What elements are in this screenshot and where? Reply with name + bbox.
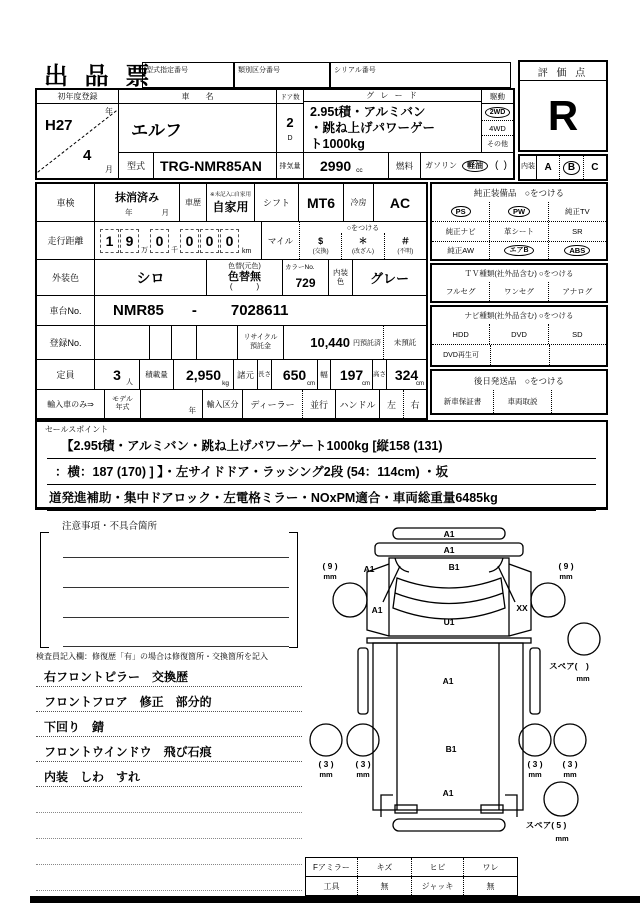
truck-diagram: [303, 512, 638, 857]
notes-line-2: [63, 587, 289, 588]
displacement-unit: cc: [356, 167, 363, 174]
color-change-cell: [207, 260, 283, 295]
selected-circle: エアB: [504, 245, 533, 256]
door-wing-right: [509, 564, 531, 636]
cab-corner-left: [395, 558, 409, 572]
digit-box: 1: [100, 229, 119, 253]
model-year-unit: 年: [188, 406, 196, 415]
label-spare-2: スペア( 5 ): [525, 820, 567, 830]
door-wing-left: [367, 564, 389, 636]
equip-leather-seat: 革シート: [490, 222, 548, 241]
row-vehicle-name: [119, 90, 513, 153]
history-note: ※未記入□自家用: [210, 192, 251, 198]
label-front-tire-left-depth: ( 9 ): [322, 561, 338, 571]
evaluation-box: [518, 60, 608, 152]
import-parallel: 並行: [303, 390, 336, 418]
rear-tire-left-inner: [347, 724, 379, 756]
mile-options: [300, 222, 426, 259]
handle-left: 左: [380, 390, 404, 418]
inspector-empty-line: [36, 865, 302, 891]
color-no-value: 729: [295, 276, 316, 290]
label-windshield: U1: [443, 617, 455, 627]
length-value: 650: [282, 366, 307, 383]
doors-sub: D: [287, 134, 293, 142]
chassis-no-label: 車台No.: [37, 296, 95, 325]
model-year-value: [141, 390, 203, 418]
height-label: 高さ: [373, 360, 387, 389]
notes-label: 注意事項・不具合箇所: [62, 521, 158, 532]
opt-symbol: ＃: [400, 236, 410, 246]
history-label: 車歴: [180, 184, 207, 221]
mileage-label: 走行距離: [37, 222, 95, 259]
sales-line-2: ：横：187 (170) ] 】・左サイドドア・ラッシング2段 (54：114cm) ・坂: [47, 459, 596, 485]
doors-cell: [277, 90, 304, 152]
car-name-cell: [119, 90, 277, 152]
mirror-tools-table: [305, 857, 518, 896]
opt-symbol: $: [318, 236, 324, 246]
grade-line-2: ・跳ね上げパワーゲー: [310, 121, 436, 135]
side-rail-right: [530, 648, 540, 714]
pillar-line-right: [498, 566, 515, 602]
recycle-not-deposited: 未預託: [393, 338, 417, 347]
selected-circle: PW: [508, 206, 530, 218]
genuine-equipment-box: [430, 182, 608, 261]
mileage-digits: [95, 222, 262, 259]
width-label: 幅: [318, 360, 331, 389]
label-cargo-rear: B1: [445, 744, 457, 754]
sales-points-box: [35, 420, 608, 510]
page-title: 出 品 票: [44, 63, 155, 90]
digit-box: 0: [220, 229, 239, 253]
label-cargo-front: A1: [442, 676, 454, 686]
evaluation-score: R: [547, 91, 579, 139]
notes-bracket-right: [289, 532, 298, 648]
shipment-header: 後日発送品 ○をつける: [473, 375, 565, 386]
jack-label: ジャッキ: [412, 877, 464, 895]
front-tire-left: [333, 583, 367, 617]
row-import: [37, 390, 426, 418]
label-mm: mm: [319, 770, 333, 779]
chassis-prefix: NMR85: [113, 302, 164, 319]
label-rear-tire-depth: ( 3 ): [562, 759, 578, 769]
capacity-cell: [95, 360, 140, 389]
notes-line-3: [63, 617, 289, 618]
digit-box: 0: [180, 229, 199, 253]
label-front-tire-right-depth: ( 9 ): [558, 561, 574, 571]
first-reg-year: H27: [45, 117, 73, 134]
field-label: シリアル番号: [334, 67, 376, 74]
displacement-label: 排気量: [277, 153, 304, 178]
navi-row-1: [432, 324, 606, 345]
shift-value: MT6: [299, 184, 344, 221]
label-rear-tire-depth: ( 3 ): [527, 759, 543, 769]
tv-fullseg: フルセグ: [432, 282, 490, 301]
ac-label: 冷房: [344, 184, 374, 221]
ship-warranty: 新車保証書: [432, 390, 494, 413]
front-tire-right: [531, 583, 565, 617]
pillar-line-left: [383, 566, 400, 602]
cab-rear-rail: [367, 638, 531, 643]
doors-value-wrap: [277, 104, 303, 152]
label-mm: mm: [563, 770, 577, 779]
equipment-header: 純正装備品 ○をつける: [473, 188, 565, 198]
equip-ps-selected: [432, 202, 490, 221]
shift-label: シフト: [255, 184, 299, 221]
mirror-label: Fアミラー: [306, 858, 358, 876]
equipment-row-1: [432, 202, 606, 222]
field-label: 類別区分番号: [238, 67, 280, 74]
main-top-table: [35, 88, 515, 180]
label-mm: mm: [356, 770, 370, 779]
opt-text: (不明): [397, 249, 414, 255]
drive-cell: [482, 90, 513, 152]
width-value: 197: [339, 366, 364, 383]
truck-diagram-svg: [303, 512, 638, 857]
inspector-entries: [36, 662, 302, 891]
grade-line-1: 2.95t積・アルミバン: [310, 105, 426, 119]
jack-value: 無: [486, 881, 495, 891]
import-dealer: ディーラー: [243, 390, 303, 418]
mirror-row: [306, 858, 517, 877]
digit-box: 0: [150, 229, 169, 253]
load-value: 2,950: [185, 366, 222, 383]
label-mm: mm: [323, 572, 337, 581]
selected-circle: PS: [451, 206, 471, 218]
drive-other: その他: [487, 141, 508, 148]
shaken-year-unit: 年: [125, 208, 133, 217]
field-label: 型式指定番号: [146, 67, 188, 74]
opt-text: (交換): [312, 249, 329, 255]
handle-label: ハンドル: [336, 390, 380, 418]
height-value: 324: [394, 366, 419, 383]
month-unit: 月: [105, 165, 113, 174]
digit-box: 0: [200, 229, 219, 253]
model-value: TRG-NMR85AN: [154, 153, 277, 178]
spare-tire-2: [544, 782, 578, 816]
side-rail-left: [358, 648, 368, 714]
label-mm: mm: [555, 834, 569, 843]
handle-right: 右: [410, 399, 420, 410]
color-change-paren: ( ): [229, 281, 260, 291]
color-change-value: 色替無: [228, 270, 261, 283]
inspector-entry-5: 内装 しわ すれ: [36, 762, 302, 787]
displacement-cell: [304, 153, 389, 178]
sales-line-3: 道発進補助・集中ドアロック・左電格ミラー・NOxPM適合・車両総重量6485kg: [47, 485, 596, 511]
import-only-label: 輸入車のみ⇒: [37, 390, 105, 418]
navi-type-box: [430, 305, 608, 367]
equip-aw: 純正AW: [432, 242, 490, 259]
equip-airbag-selected: [490, 242, 548, 259]
grade-line-3: ト1000kg: [310, 137, 365, 151]
tools-row: [306, 877, 517, 895]
chassis-serial: 7028611: [230, 302, 289, 319]
registration-no-empty-2: [150, 326, 172, 359]
label-front-bumper: A1: [443, 529, 455, 539]
ship-manual: 車両取説: [494, 390, 552, 413]
model-label: 型式: [119, 153, 154, 178]
mile-opt-unknown: [385, 233, 426, 259]
spare-tire-1: [568, 623, 600, 655]
first-reg-month: 4: [83, 147, 92, 164]
later-shipment-box: [430, 369, 608, 415]
sales-points-label: セールスポイント: [45, 425, 109, 434]
field-model-designation-no: [142, 62, 234, 88]
shipment-row: [432, 390, 606, 413]
label-rear-end: A1: [442, 788, 454, 798]
mile-opt-tampered: [342, 233, 384, 259]
sales-line-1: 【2.95t積・アルミバン・跳ね上げパワーゲート1000kg [縦158 (131): [47, 435, 596, 459]
field-serial-no: [330, 62, 511, 88]
first-registration-cell: [37, 90, 119, 178]
tv-type-row: [432, 282, 606, 301]
digit-box: 9: [120, 229, 139, 253]
fuel-gasoline: ガソリン: [425, 161, 457, 170]
equip-tv: 純正TV: [565, 207, 590, 216]
ship-empty: [552, 390, 606, 413]
evaluation-label: 評 価 点: [520, 62, 606, 81]
fuel-label: 燃料: [389, 153, 421, 178]
cargo-body-shape: [373, 643, 523, 810]
rear-bumper-shape: [393, 819, 505, 831]
selected-circle: B: [563, 161, 580, 175]
interior-grade-c: C: [591, 162, 599, 173]
mile-opt-exchange: [300, 233, 342, 259]
mirror-scratch: キズ: [358, 858, 412, 876]
inspector-empty-line: [36, 839, 302, 865]
label-spare-1: スペア( ): [549, 661, 589, 671]
tv-oneseg: ワンセグ: [490, 282, 548, 301]
interior-color-value: グレー: [369, 271, 409, 286]
interior-grade-b-selected: [560, 156, 583, 179]
truck-outline: [310, 528, 600, 831]
equip-sr: SR: [572, 227, 583, 236]
label-side-left: A1: [371, 605, 383, 615]
notes-line-4: [63, 646, 289, 647]
load-cell: [174, 360, 234, 389]
sales-points-lines: [37, 435, 606, 511]
field-class-division-no: [234, 62, 330, 88]
recycle-deposit-cell: [284, 326, 384, 359]
spec-label: 諸元: [234, 360, 258, 389]
notes-bracket-left: [40, 532, 49, 648]
taillight-left: [395, 805, 417, 813]
interior-grade-box: [518, 154, 608, 181]
opt-symbol: ＊: [358, 236, 368, 246]
mirror-crack: ヒビ: [412, 858, 464, 876]
rear-tire-right-outer: [554, 724, 586, 756]
height-unit: cm: [416, 381, 424, 387]
tv-type-header: ＴＶ種類(社外品含む) ○をつける: [464, 269, 574, 278]
row-shaken: [37, 184, 426, 222]
detail-table: [35, 182, 428, 420]
label-mm: mm: [559, 572, 573, 581]
notes-line-1: [63, 557, 289, 558]
sen-unit: 千: [171, 247, 178, 254]
shaken-value-cell: [95, 184, 180, 221]
rear-tire-right-inner: [519, 724, 551, 756]
equip-pw-selected: [490, 202, 548, 221]
width-cell: [331, 360, 373, 389]
length-cell: [272, 360, 318, 389]
first-reg-value: [37, 104, 118, 178]
load-label: 積載量: [140, 360, 174, 389]
inspector-empty-line: [36, 787, 302, 813]
length-unit: cm: [307, 381, 315, 387]
width-unit: cm: [362, 381, 370, 387]
interior-label: 内装: [520, 156, 537, 179]
label-pillar-left: A1: [363, 564, 375, 574]
recycle-deposit-paid: 円預託済: [353, 339, 381, 347]
length-label: 長さ: [258, 360, 272, 389]
navi-dvd: DVD: [490, 324, 548, 344]
selected-circle: ABS: [564, 245, 590, 257]
row-capacity: [37, 360, 426, 390]
equipment-row-2: [432, 222, 606, 242]
shaken-month-unit: 月: [161, 208, 169, 217]
navi-sd: SD: [572, 329, 583, 339]
inspector-entry-1: 右フロントピラー 交換歴: [36, 662, 302, 687]
capacity-unit: 人: [126, 379, 133, 386]
fuel-cell: [421, 153, 513, 178]
color-change-header: 色替(元色): [228, 263, 261, 271]
navi-empty-1: [491, 345, 550, 365]
label-side-right: XX: [516, 603, 528, 613]
label-cab-top: B1: [448, 562, 460, 572]
displacement-value: 2990: [320, 157, 352, 174]
chassis-dash: -: [191, 302, 197, 319]
fuel-diesel-selected: 軽油: [462, 160, 488, 172]
mile-option-row: [300, 233, 426, 259]
grade-cell: [304, 90, 482, 152]
row-model: [119, 153, 513, 178]
man-unit: 万: [141, 247, 148, 254]
navi-empty-2: [550, 345, 606, 365]
tools-value: 無: [358, 877, 412, 895]
main-top-right: [119, 90, 513, 178]
exterior-color-label: 外装色: [37, 260, 95, 295]
fuel-paren-close: ): [503, 160, 507, 171]
mirror-break: ワレ: [482, 862, 499, 872]
label-rear-tire-depth: ( 3 ): [355, 759, 371, 769]
capacity-label: 定員: [37, 360, 95, 389]
grade-label: グ レ ー ド: [304, 90, 481, 102]
ac-value: AC: [389, 194, 411, 211]
fuel-paren-open: (: [495, 160, 499, 171]
taillight-right: [481, 805, 503, 813]
registration-no-label: 登録No.: [37, 326, 95, 359]
interior-color-label: 内装色: [329, 260, 353, 295]
row-color: [37, 260, 426, 296]
registration-no-empty-1: [95, 326, 150, 359]
bottom-scan-bar: [30, 896, 640, 903]
history-cell: [207, 184, 255, 221]
color-no-cell: [283, 260, 329, 295]
car-name-label: 車 名: [119, 90, 276, 104]
row-chassis-no: [37, 296, 426, 326]
windshield-inner-line: [395, 593, 503, 604]
import-division-label: 輸入区分: [203, 390, 243, 418]
drive-4wd: 4WD: [482, 121, 513, 136]
rear-bracket-right: [505, 795, 517, 817]
label-mm: mm: [528, 770, 542, 779]
grade-value: [304, 102, 481, 154]
row-registration-no: [37, 326, 426, 360]
equip-abs-selected: [549, 242, 606, 259]
tv-type-box: [430, 263, 608, 303]
drive-label: 駆動: [482, 90, 513, 104]
history-value: 自家用: [212, 200, 249, 214]
equipment-row-3: [432, 242, 606, 259]
inspector-entry-4: フロントウインドウ 飛び石痕: [36, 737, 302, 762]
tv-analog: アナログ: [562, 287, 593, 296]
load-unit: kg: [222, 380, 229, 387]
navi-dvd-playable: DVD再生可: [432, 345, 491, 365]
inspector-entry-3: 下回り 錆: [36, 712, 302, 737]
label-cab-front: A1: [443, 545, 455, 555]
diagram-labels: [318, 529, 590, 843]
label-mm: mm: [576, 674, 590, 683]
first-reg-label: 初年度登録: [37, 90, 118, 104]
mile-circle-header: ○をつける: [346, 224, 380, 232]
exterior-color-value: シロ: [95, 260, 207, 295]
shaken-label: 車検: [37, 184, 95, 221]
drive-2wd-selected: [482, 104, 513, 121]
recycle-deposit-label: リサイクル預託金: [238, 326, 284, 359]
doors-label: ドア数: [277, 90, 303, 104]
inspector-entry-2: フロントフロア 修正 部分的: [36, 687, 302, 712]
mile-label: マイル: [262, 222, 300, 259]
equip-navi: 純正ナビ: [432, 222, 490, 241]
rear-tire-left-outer: [310, 724, 342, 756]
selected-circle: 2WD: [485, 107, 511, 118]
car-name-value: エルフ: [131, 120, 182, 140]
height-cell: [387, 360, 426, 389]
chassis-no-value: [95, 296, 426, 325]
row-mileage: [37, 222, 426, 260]
navi-row-2: [432, 345, 606, 365]
label-rear-tire-depth: ( 3 ): [318, 759, 334, 769]
inspector-header: 検査員記入欄：修復歴「有」の場合は修復箇所・交換箇所を記入: [36, 652, 268, 661]
cab-corner-right: [489, 558, 503, 572]
rear-bracket-left: [381, 795, 393, 817]
capacity-value: 3: [113, 366, 121, 383]
navi-hdd: HDD: [432, 324, 490, 344]
mile-section: [262, 222, 426, 259]
interior-grade-a: A: [537, 156, 560, 179]
registration-no-empty-3: [172, 326, 197, 359]
inspector-empty-line: [36, 813, 302, 839]
navi-type-header: ナビ種類(社外品含む) ○をつける: [464, 311, 574, 320]
year-unit: 年: [105, 107, 113, 116]
model-year-label: モデル年式: [105, 390, 141, 418]
color-no-label: カラーNo.: [285, 264, 315, 271]
shaken-value: 抹消済み: [115, 192, 159, 204]
doors-value: 2: [286, 114, 294, 130]
km-unit: km: [242, 248, 252, 255]
opt-text: (改ざん): [351, 249, 374, 255]
recycle-deposit-value: 10,440: [310, 335, 350, 350]
tools-label: 工具: [306, 877, 358, 895]
registration-no-empty-4: [197, 326, 238, 359]
